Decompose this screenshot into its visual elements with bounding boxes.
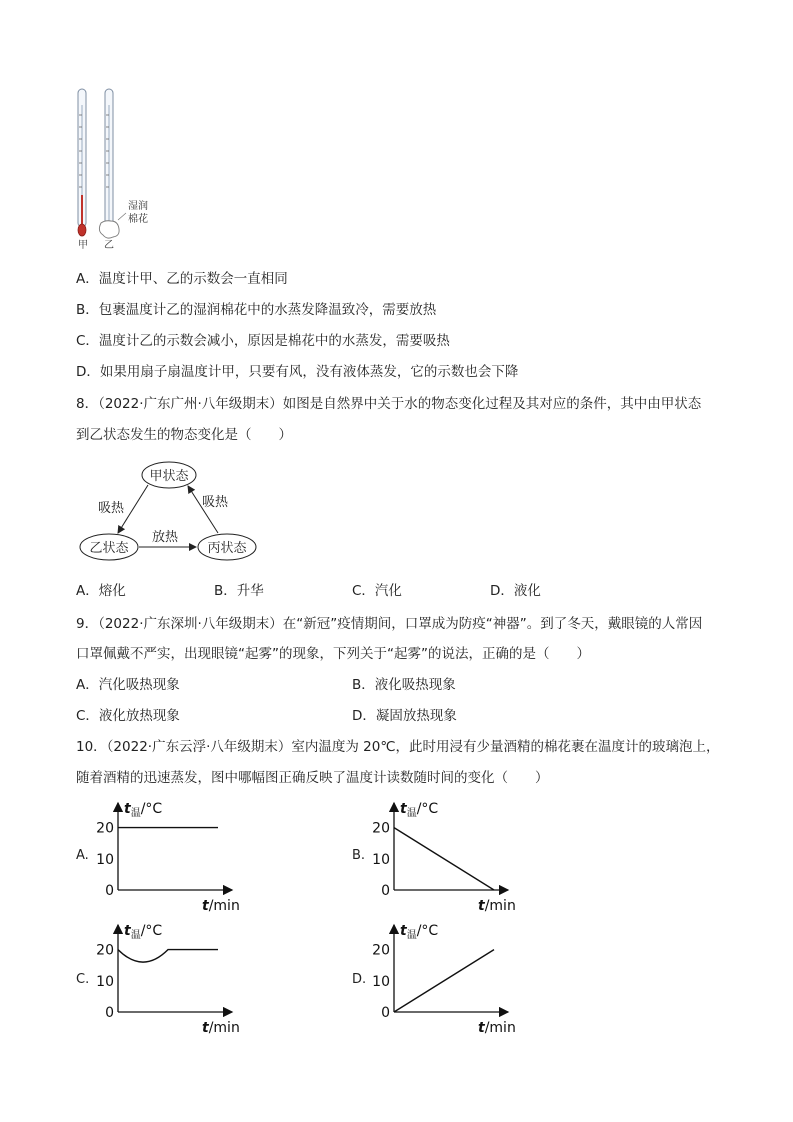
q9-option-d: D．凝固放热现象 (352, 708, 457, 724)
y-tick-label: 10 (96, 851, 114, 868)
cotton-label-line2: 棉花 (128, 214, 148, 225)
y-tick-label: 10 (372, 973, 390, 990)
state-jia-text: 甲状态 (149, 469, 189, 484)
q10-stem-line2: 随着酒精的迅速蒸发，图中哪幅图正确反映了温度计读数随时间的变化（ ） (76, 770, 549, 786)
thermometer-jia (78, 89, 86, 236)
series-line-b (394, 828, 494, 890)
series-line-c (118, 950, 218, 962)
graph-b (366, 795, 526, 915)
q8-option-a: A．熔化 (76, 583, 126, 599)
q7-option-a: A．温度计甲、乙的示数会一直相同 (76, 271, 288, 287)
q9-option-b: B．液化吸热现象 (352, 677, 456, 693)
label-left-arrow: 吸热 (98, 501, 125, 516)
graph-c (90, 917, 250, 1037)
y-tick-label: 20 (96, 820, 114, 837)
y-tick-label: 10 (372, 851, 390, 868)
x-axis-label: t/min (478, 1020, 516, 1036)
q8-option-c: C．汽化 (352, 583, 402, 599)
graph-letter-d: D. (352, 972, 367, 987)
label-bottom-arrow: 放热 (152, 530, 179, 545)
y-tick-label: 0 (381, 1005, 390, 1021)
q8-option-b: B．升华 (214, 583, 264, 599)
y-tick-label: 20 (96, 942, 114, 959)
q7-option-b: B．包裹温度计乙的湿润棉花中的水蒸发降温致冷，需要放热 (76, 302, 437, 318)
x-axis-label: t/min (202, 1020, 240, 1036)
y-tick-label: 20 (372, 820, 390, 837)
label-right-arrow: 吸热 (202, 495, 229, 510)
graph-d (366, 917, 526, 1037)
graph-letter-b: B. (352, 848, 366, 863)
y-axis-label: $t_温/^\circ C$ (124, 801, 163, 819)
state-yi-text: 乙状态 (89, 541, 129, 556)
graph-a (90, 795, 250, 915)
y-axis-label: $t_温/^\circ C$ (124, 923, 163, 941)
thermometer-figure (70, 85, 160, 255)
q8-stem-line1: 8．（2022·广东广州·八年级期末）如图是自然界中关于水的物态变化过程及其对应的条件，其中由甲状态 (76, 396, 702, 412)
q9-stem-line1: 9．（2022·广东深圳·八年级期末）在“新冠”疫情期间，口罩成为防疫“神器”。到了冬天，戴眼镜的人常因 (76, 616, 703, 632)
y-axis-label: $t_温/^\circ C$ (400, 801, 439, 819)
y-tick-label: 20 (372, 942, 390, 959)
y-tick-label: 0 (105, 1005, 114, 1021)
q9-stem-line2: 口罩佩戴不严实，出现眼镜“起雾”的现象，下列关于“起雾”的说法，正确的是（ ） (76, 646, 590, 662)
y-tick-label: 0 (381, 883, 390, 899)
x-axis-label: t/min (478, 898, 516, 914)
q8-option-d: D．液化 (490, 583, 541, 599)
state-change-diagram (72, 455, 272, 570)
graph-letter-a: A. (76, 848, 89, 863)
q7-option-c: C．温度计乙的示数会减小，原因是棉花中的水蒸发，需要吸热 (76, 333, 450, 349)
x-axis-label: t/min (202, 898, 240, 914)
state-bing-text: 丙状态 (207, 541, 247, 556)
y-axis-label: $t_温/^\circ C$ (400, 923, 439, 941)
y-tick-label: 10 (96, 973, 114, 990)
label-jia: 甲 (78, 240, 88, 251)
cotton-label-line1: 湿润 (128, 201, 148, 212)
q7-option-d: D．如果用扇子扇温度计甲，只要有风，没有液体蒸发，它的示数也会下降 (76, 364, 519, 380)
q10-stem-line1: 10．（2022·广东云浮·八年级期末）室内温度为 20℃，此时用浸有少量酒精的棉花裹在温度计的玻璃泡上， (76, 739, 720, 755)
q9-option-c: C．液化放热现象 (76, 708, 180, 724)
q8-stem-line2: 到乙状态发生的物态变化是（ ） (76, 427, 292, 443)
graph-letter-c: C. (76, 972, 90, 987)
label-yi: 乙 (104, 240, 114, 251)
thermometer-yi (99, 89, 126, 238)
y-tick-label: 0 (105, 883, 114, 899)
q9-option-a: A．汽化吸热现象 (76, 677, 180, 693)
series-line-d (394, 950, 494, 1012)
